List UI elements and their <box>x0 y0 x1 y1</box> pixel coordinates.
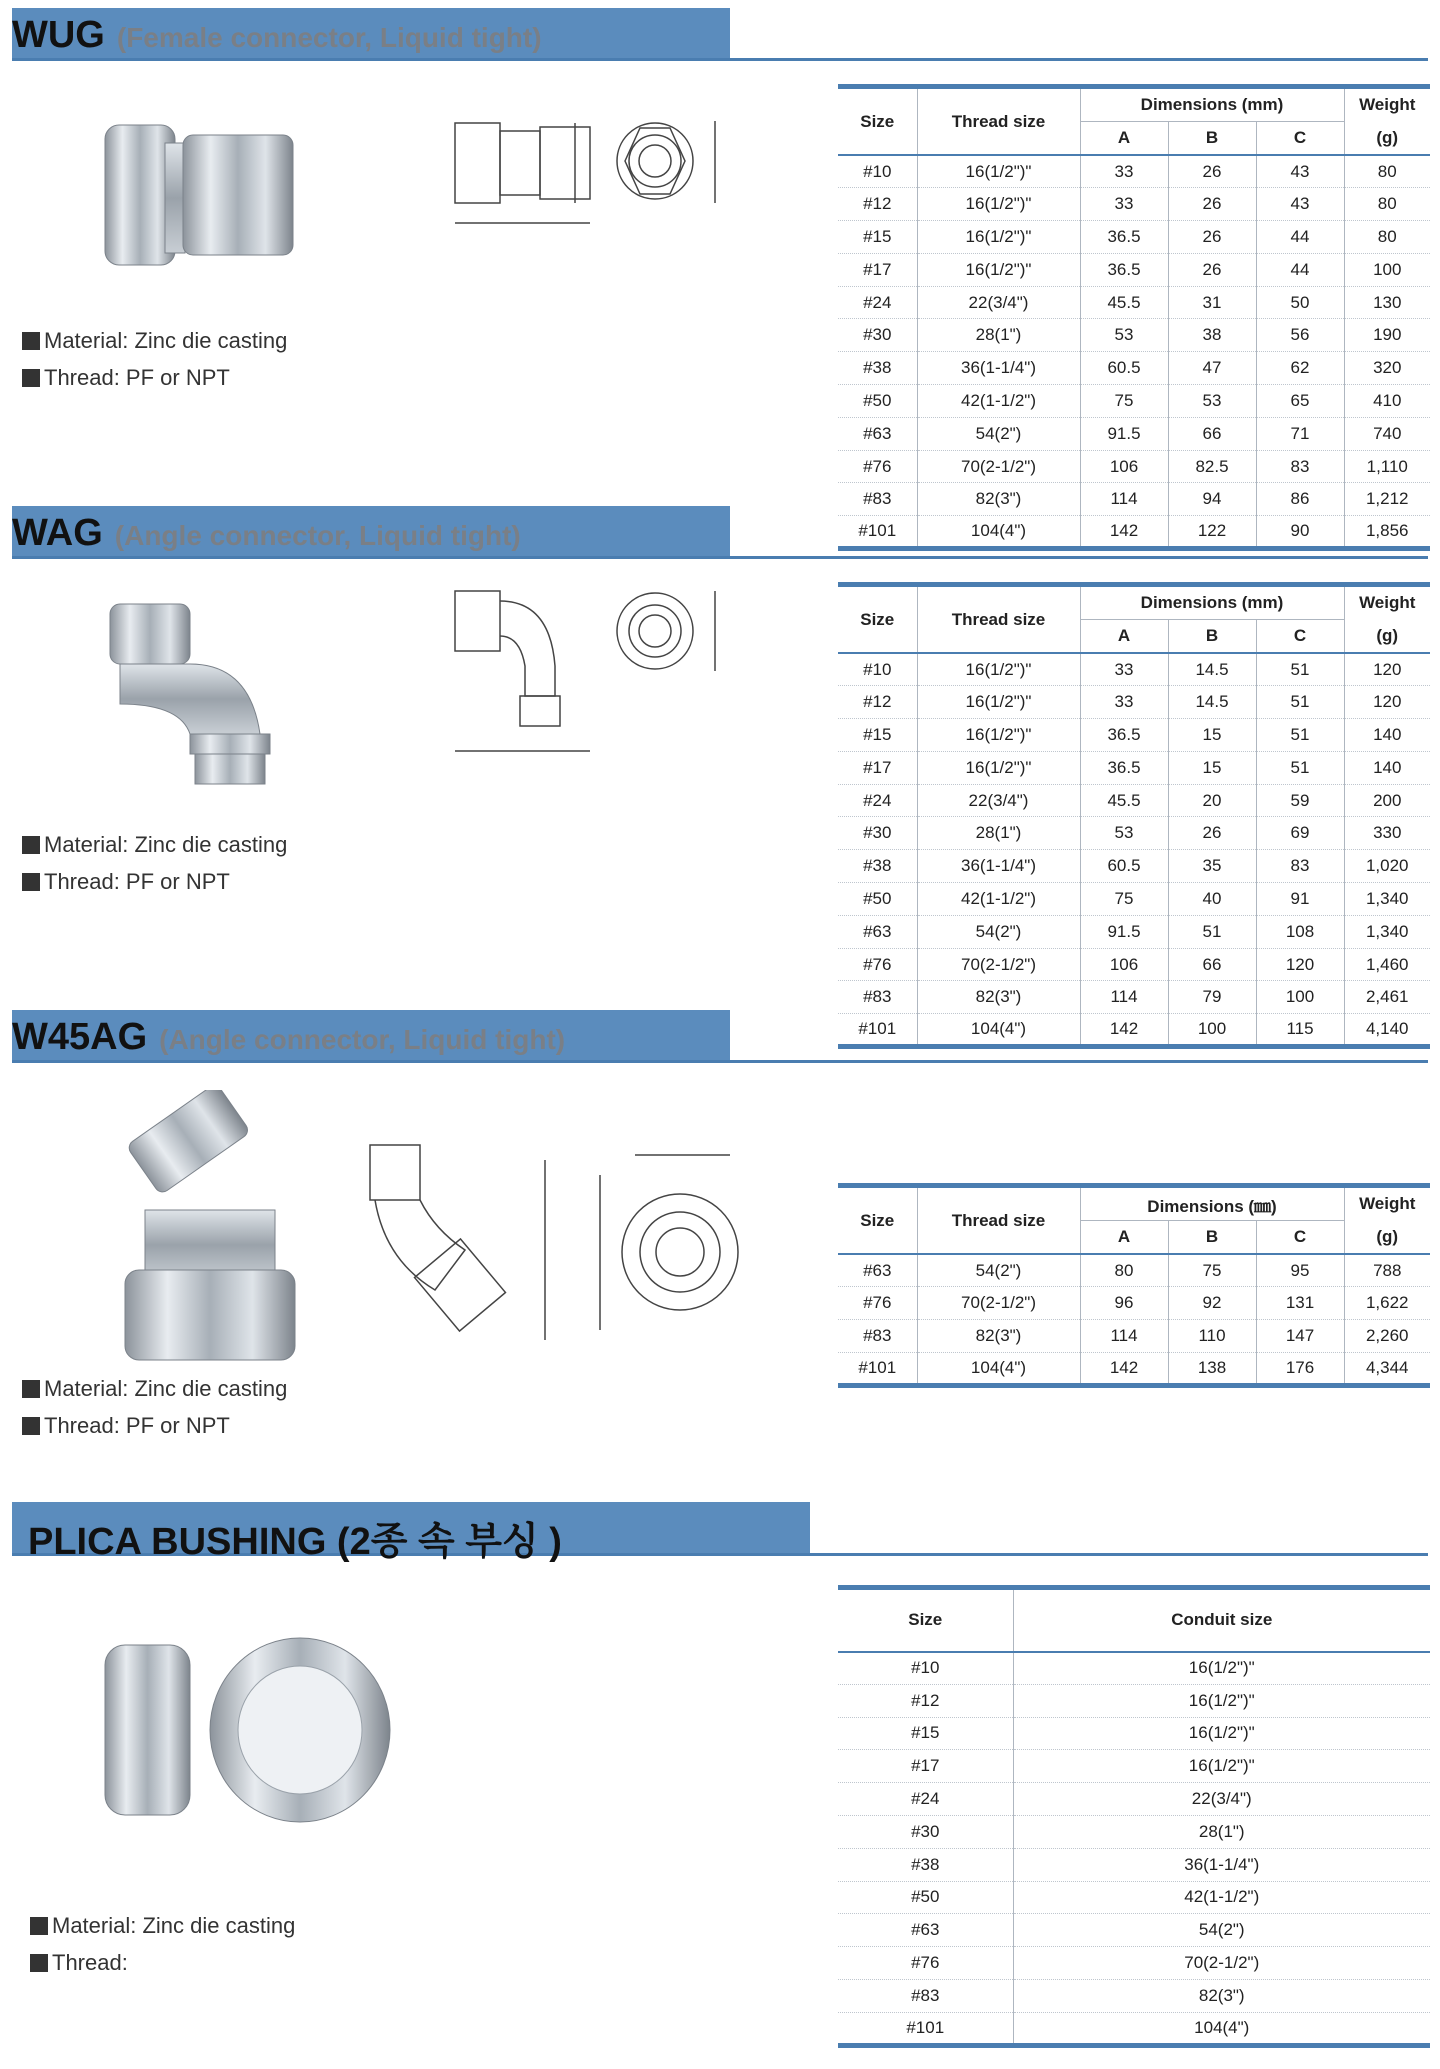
table-cell: 80 <box>1080 1254 1168 1287</box>
table-cell: #30 <box>838 817 917 850</box>
table-row <box>838 784 1430 817</box>
table-cell: 1,856 <box>1365 521 1409 541</box>
bullet-square-icon <box>22 332 40 350</box>
table-row <box>838 1979 1430 2012</box>
table-cell: 53 <box>1080 319 1168 352</box>
table-cell: 44 <box>1256 221 1344 254</box>
table-cell: 142 <box>1080 1352 1168 1385</box>
table-cell: 190 <box>1373 325 1402 345</box>
table-cell: 14.5 <box>1168 686 1256 719</box>
table-cell: 38 <box>1168 319 1256 352</box>
table-cell: 28(1") <box>917 319 1080 352</box>
table-cell: 22(3/4") <box>917 286 1080 319</box>
header-dimensions: Dimensions (mm) <box>1080 87 1344 122</box>
table-cell: 16(1/2")" <box>917 155 1080 188</box>
table-cell: 108 <box>1256 915 1344 948</box>
table-cell: 16(1/2")" <box>917 686 1080 719</box>
table-cell: 16(1/2")" <box>917 751 1080 784</box>
table-cell: 1,340 <box>1365 888 1409 908</box>
table-cell: 2,461 <box>1365 987 1409 1007</box>
table-cell: 130 <box>1373 292 1402 312</box>
table-cell: 45.5 <box>1080 784 1168 817</box>
table-row <box>838 1914 1430 1947</box>
table-cell: 200 <box>1373 790 1402 810</box>
bullet-square-icon <box>22 836 40 854</box>
table-cell: #83 <box>838 1979 1013 2012</box>
table-cell: 91.5 <box>1080 417 1168 450</box>
header-a: A <box>1080 122 1168 156</box>
table-cell: 1,212 <box>1365 489 1409 509</box>
table-cell: 50 <box>1256 286 1344 319</box>
table-cell: 14.5 <box>1168 653 1256 686</box>
table-cell: 33 <box>1080 188 1168 221</box>
product-code: W45AG <box>12 1016 148 1058</box>
table-cell: 80 <box>1377 226 1397 246</box>
table-cell: #63 <box>838 1914 1013 1947</box>
table-row <box>838 385 1430 418</box>
table-cell: 176 <box>1256 1352 1344 1385</box>
table-row <box>838 319 1430 352</box>
table-cell: 138 <box>1168 1352 1256 1385</box>
bullet-square-icon <box>22 1417 40 1435</box>
technical-drawing-wag <box>440 586 740 776</box>
product-code: PLICA BUSHING (2종 속 부싱 ) <box>28 1521 562 1563</box>
header-b: B <box>1168 620 1256 654</box>
spec-table-w45ag <box>838 1183 1430 1388</box>
table-cell: #24 <box>838 286 917 319</box>
header-weight: Weight <box>1359 593 1416 613</box>
table-cell: 16(1/2")" <box>1188 1690 1255 1710</box>
table-cell: 45.5 <box>1080 286 1168 319</box>
table-cell: #101 <box>838 516 917 549</box>
table-cell: 54(2") <box>917 915 1080 948</box>
table-cell: 104(4") <box>917 1014 1080 1047</box>
table-cell: 82(3") <box>917 1320 1080 1353</box>
spec-table-plica <box>838 1585 1430 2048</box>
table-cell: #101 <box>838 2012 1013 2045</box>
table-cell: 35 <box>1168 850 1256 883</box>
product-properties <box>22 322 287 396</box>
header-dimensions: Dimensions (mm) <box>1080 585 1344 620</box>
table-cell: 43 <box>1256 155 1344 188</box>
table-row <box>838 253 1430 286</box>
table-cell: 16(1/2")" <box>1188 1723 1255 1743</box>
table-cell: #15 <box>838 221 917 254</box>
table-cell: #15 <box>838 719 917 752</box>
table-cell: 70(2-1/2") <box>1184 1953 1260 1973</box>
product-description: (Angle connector, Liquid tight) <box>114 520 521 551</box>
table-cell: 16(1/2")" <box>1188 1756 1255 1776</box>
table-cell: 100 <box>1256 981 1344 1014</box>
table-cell: 86 <box>1256 483 1344 516</box>
header-thread: Thread size <box>917 87 1080 156</box>
table-row <box>838 1750 1430 1783</box>
table-cell: 1,460 <box>1365 954 1409 974</box>
table-cell: #76 <box>838 1287 917 1320</box>
table-cell: 75 <box>1080 385 1168 418</box>
table-cell: 1,340 <box>1365 921 1409 941</box>
header-conduit: Conduit size <box>1171 1610 1273 1630</box>
table-row <box>838 188 1430 221</box>
table-cell: #17 <box>838 253 917 286</box>
header-weight: Weight <box>1359 1194 1416 1214</box>
header-a: A <box>1080 620 1168 654</box>
table-cell: 36.5 <box>1080 719 1168 752</box>
table-row <box>838 221 1430 254</box>
product-photo-w45ag <box>100 1090 320 1370</box>
table-row <box>838 1947 1430 1980</box>
table-cell: 1,110 <box>1366 456 1408 476</box>
table-row <box>838 1652 1430 1685</box>
product-properties <box>22 826 287 900</box>
spec-table-wug <box>838 84 1430 551</box>
table-cell: #50 <box>838 883 917 916</box>
header-size: Size <box>838 585 917 654</box>
bullet-square-icon <box>22 873 40 891</box>
table-cell: 142 <box>1080 516 1168 549</box>
table-cell: #12 <box>838 1684 1013 1717</box>
section-w45ag <box>0 1010 1440 1470</box>
table-cell: 140 <box>1373 757 1402 777</box>
material-line: Material: Zinc die casting <box>22 1370 287 1407</box>
table-cell: 106 <box>1080 948 1168 981</box>
table-cell: 1,020 <box>1365 856 1409 876</box>
table-cell: 104(4") <box>917 516 1080 549</box>
table-cell: 140 <box>1373 724 1402 744</box>
table-cell: 80 <box>1377 161 1397 181</box>
table-cell: #38 <box>838 850 917 883</box>
header-a: A <box>1080 1221 1168 1255</box>
product-photo-plica <box>100 1635 400 1825</box>
table-cell: 31 <box>1168 286 1256 319</box>
table-cell: 110 <box>1168 1320 1256 1353</box>
table-cell: 28(1") <box>917 817 1080 850</box>
header-weight-unit: (g) <box>1376 625 1399 645</box>
table-cell: 56 <box>1256 319 1344 352</box>
table-cell: 83 <box>1256 450 1344 483</box>
table-cell: #12 <box>838 686 917 719</box>
product-photo-wag <box>100 594 320 794</box>
bullet-square-icon <box>22 369 40 387</box>
table-cell: 147 <box>1256 1320 1344 1353</box>
table-cell: #63 <box>838 417 917 450</box>
table-row <box>838 719 1430 752</box>
product-code: WAG <box>12 512 103 554</box>
table-cell: 410 <box>1373 390 1402 410</box>
table-cell: 100 <box>1373 259 1402 279</box>
table-cell: 33 <box>1080 155 1168 188</box>
table-cell: #38 <box>838 1848 1013 1881</box>
table-cell: 26 <box>1168 188 1256 221</box>
table-cell: #83 <box>838 981 917 1014</box>
header-size: Size <box>838 1588 1013 1652</box>
table-cell: 92 <box>1168 1287 1256 1320</box>
thread-line: Thread: PF or NPT <box>22 1407 287 1444</box>
table-cell: #30 <box>838 1815 1013 1848</box>
table-cell: #30 <box>838 319 917 352</box>
table-row <box>838 1287 1430 1320</box>
header-weight: Weight <box>1359 95 1416 115</box>
table-row <box>838 751 1430 784</box>
table-cell: 54(2") <box>1198 1920 1245 1940</box>
table-cell: 20 <box>1168 784 1256 817</box>
table-row <box>838 850 1430 883</box>
table-cell: 70(2-1/2") <box>917 1287 1080 1320</box>
table-cell: 51 <box>1256 653 1344 686</box>
table-row <box>838 686 1430 719</box>
table-cell: 26 <box>1168 253 1256 286</box>
table-cell: 36(1-1/4") <box>917 850 1080 883</box>
table-row <box>838 155 1430 188</box>
bullet-square-icon <box>22 1380 40 1398</box>
table-cell: 54(2") <box>917 417 1080 450</box>
table-cell: 60.5 <box>1080 850 1168 883</box>
table-cell: 71 <box>1256 417 1344 450</box>
table-cell: 16(1/2")" <box>917 188 1080 221</box>
table-cell: 66 <box>1168 948 1256 981</box>
product-code: WUG <box>12 14 105 56</box>
table-cell: 26 <box>1168 221 1256 254</box>
table-cell: 51 <box>1256 686 1344 719</box>
table-cell: 51 <box>1168 915 1256 948</box>
table-row <box>838 948 1430 981</box>
table-cell: 59 <box>1256 784 1344 817</box>
table-cell: 36(1-1/4") <box>917 352 1080 385</box>
table-cell: 91.5 <box>1080 915 1168 948</box>
table-cell: 33 <box>1080 653 1168 686</box>
table-cell: 82(3") <box>917 483 1080 516</box>
bullet-square-icon <box>30 1954 48 1972</box>
technical-drawing-wug <box>440 103 740 243</box>
table-cell: 120 <box>1373 659 1402 679</box>
table-cell: 36.5 <box>1080 221 1168 254</box>
table-cell: 22(3/4") <box>917 784 1080 817</box>
bullet-square-icon <box>30 1917 48 1935</box>
table-cell: 36.5 <box>1080 253 1168 286</box>
table-cell: 54(2") <box>917 1254 1080 1287</box>
table-cell: 51 <box>1256 751 1344 784</box>
table-cell: 90 <box>1256 516 1344 549</box>
table-cell: #76 <box>838 1947 1013 1980</box>
product-properties <box>30 1907 295 1981</box>
table-cell: 83 <box>1256 850 1344 883</box>
header-size: Size <box>838 87 917 156</box>
header-dimensions: Dimensions (㎜) <box>1080 1186 1344 1221</box>
table-cell: 82(3") <box>1198 1985 1245 2005</box>
table-row <box>838 981 1430 1014</box>
material-line: Material: Zinc die casting <box>30 1907 295 1944</box>
table-row <box>838 417 1430 450</box>
section-plica-bushing <box>0 1500 1440 2060</box>
table-cell: 91 <box>1256 883 1344 916</box>
table-row <box>838 1783 1430 1816</box>
table-cell: 66 <box>1168 417 1256 450</box>
table-cell: 26 <box>1168 155 1256 188</box>
table-row <box>838 450 1430 483</box>
table-cell: 788 <box>1373 1260 1402 1280</box>
table-row <box>838 915 1430 948</box>
table-cell: 36(1-1/4") <box>1184 1854 1260 1874</box>
table-cell: 26 <box>1168 817 1256 850</box>
header-size: Size <box>838 1186 917 1255</box>
table-cell: 96 <box>1080 1287 1168 1320</box>
table-cell: 16(1/2")" <box>917 719 1080 752</box>
table-cell: #101 <box>838 1352 917 1385</box>
table-cell: 740 <box>1373 423 1402 443</box>
table-cell: 80 <box>1377 194 1397 214</box>
table-cell: 16(1/2")" <box>917 653 1080 686</box>
table-cell: 53 <box>1168 385 1256 418</box>
table-cell: 16(1/2")" <box>917 221 1080 254</box>
table-cell: #15 <box>838 1717 1013 1750</box>
table-cell: #76 <box>838 948 917 981</box>
table-cell: 320 <box>1373 358 1402 378</box>
table-cell: #38 <box>838 352 917 385</box>
table-cell: #10 <box>838 653 917 686</box>
table-row <box>838 1848 1430 1881</box>
table-cell: 79 <box>1168 981 1256 1014</box>
table-row <box>838 1352 1430 1385</box>
spec-table-wag <box>838 582 1430 1049</box>
table-cell: 36.5 <box>1080 751 1168 784</box>
table-cell: 16(1/2")" <box>1188 1658 1255 1678</box>
table-cell: 95 <box>1256 1254 1344 1287</box>
table-cell: #24 <box>838 784 917 817</box>
table-cell: 60.5 <box>1080 352 1168 385</box>
table-cell: #101 <box>838 1014 917 1047</box>
header-thread: Thread size <box>917 1186 1080 1255</box>
table-row <box>838 1815 1430 1848</box>
header-weight-unit: (g) <box>1376 127 1399 147</box>
header-c: C <box>1256 122 1344 156</box>
table-cell: 33 <box>1080 686 1168 719</box>
header-c: C <box>1256 620 1344 654</box>
table-row <box>838 883 1430 916</box>
table-row <box>838 286 1430 319</box>
table-cell: #10 <box>838 155 917 188</box>
table-cell: 15 <box>1168 751 1256 784</box>
product-description: (Angle connector, Liquid tight) <box>159 1024 566 1055</box>
table-cell: 94 <box>1168 483 1256 516</box>
product-photo-wug <box>95 113 305 283</box>
table-cell: #83 <box>838 1320 917 1353</box>
table-row <box>838 653 1430 686</box>
table-row <box>838 1320 1430 1353</box>
table-row <box>838 352 1430 385</box>
table-cell: 104(4") <box>917 1352 1080 1385</box>
table-cell: 75 <box>1080 883 1168 916</box>
table-cell: #50 <box>838 385 917 418</box>
table-cell: 100 <box>1168 1014 1256 1047</box>
table-cell: #17 <box>838 751 917 784</box>
table-cell: 122 <box>1168 516 1256 549</box>
table-cell: 15 <box>1168 719 1256 752</box>
header-weight-unit: (g) <box>1376 1226 1399 1246</box>
table-cell: 62 <box>1256 352 1344 385</box>
table-cell: 82.5 <box>1168 450 1256 483</box>
table-cell: #10 <box>838 1652 1013 1685</box>
table-cell: 4,140 <box>1365 1019 1409 1039</box>
table-cell: 114 <box>1080 981 1168 1014</box>
table-cell: #17 <box>838 1750 1013 1783</box>
table-cell: 69 <box>1256 817 1344 850</box>
thread-line: Thread: <box>30 1944 295 1981</box>
table-cell: 4,344 <box>1365 1357 1409 1377</box>
table-row <box>838 1881 1430 1914</box>
table-cell: 70(2-1/2") <box>917 948 1080 981</box>
table-cell: 47 <box>1168 352 1256 385</box>
table-cell: 114 <box>1080 483 1168 516</box>
table-cell: #63 <box>838 915 917 948</box>
product-description: (Female connector, Liquid tight) <box>116 22 542 53</box>
technical-drawing-w45ag <box>345 1140 765 1360</box>
table-cell: 53 <box>1080 817 1168 850</box>
table-row <box>838 1717 1430 1750</box>
table-cell: 142 <box>1080 1014 1168 1047</box>
table-cell: 120 <box>1256 948 1344 981</box>
table-cell: 44 <box>1256 253 1344 286</box>
header-b: B <box>1168 122 1256 156</box>
table-cell: 42(1-1/2") <box>1184 1887 1260 1907</box>
table-cell: 104(4") <box>1194 2017 1250 2037</box>
table-cell: 114 <box>1080 1320 1168 1353</box>
material-line: Material: Zinc die casting <box>22 322 287 359</box>
table-cell: 70(2-1/2") <box>917 450 1080 483</box>
material-line: Material: Zinc die casting <box>22 826 287 863</box>
table-cell: #50 <box>838 1881 1013 1914</box>
table-cell: 42(1-1/2") <box>917 883 1080 916</box>
header-c: C <box>1256 1221 1344 1255</box>
table-row <box>838 1684 1430 1717</box>
header-b: B <box>1168 1221 1256 1255</box>
table-row <box>838 1254 1430 1287</box>
table-cell: 120 <box>1373 692 1402 712</box>
table-cell: 22(3/4") <box>1191 1789 1252 1809</box>
header-thread: Thread size <box>917 585 1080 654</box>
table-cell: 43 <box>1256 188 1344 221</box>
table-cell: #24 <box>838 1783 1013 1816</box>
product-properties <box>22 1370 287 1444</box>
table-cell: 51 <box>1256 719 1344 752</box>
table-row <box>838 817 1430 850</box>
table-cell: 82(3") <box>917 981 1080 1014</box>
table-cell: #83 <box>838 483 917 516</box>
table-cell: 115 <box>1256 1014 1344 1047</box>
table-cell: 16(1/2")" <box>917 253 1080 286</box>
table-cell: 2,260 <box>1365 1325 1409 1345</box>
table-cell: 42(1-1/2") <box>917 385 1080 418</box>
table-cell: 1,622 <box>1365 1293 1409 1313</box>
table-cell: 106 <box>1080 450 1168 483</box>
table-cell: 75 <box>1168 1254 1256 1287</box>
table-cell: 40 <box>1168 883 1256 916</box>
table-cell: 65 <box>1256 385 1344 418</box>
table-cell: 330 <box>1373 823 1402 843</box>
table-cell: #12 <box>838 188 917 221</box>
thread-line: Thread: PF or NPT <box>22 863 287 900</box>
table-cell: #76 <box>838 450 917 483</box>
table-cell: #63 <box>838 1254 917 1287</box>
table-cell: 28(1") <box>1198 1821 1245 1841</box>
table-cell: 131 <box>1256 1287 1344 1320</box>
table-row <box>838 2012 1430 2045</box>
thread-line: Thread: PF or NPT <box>22 359 287 396</box>
